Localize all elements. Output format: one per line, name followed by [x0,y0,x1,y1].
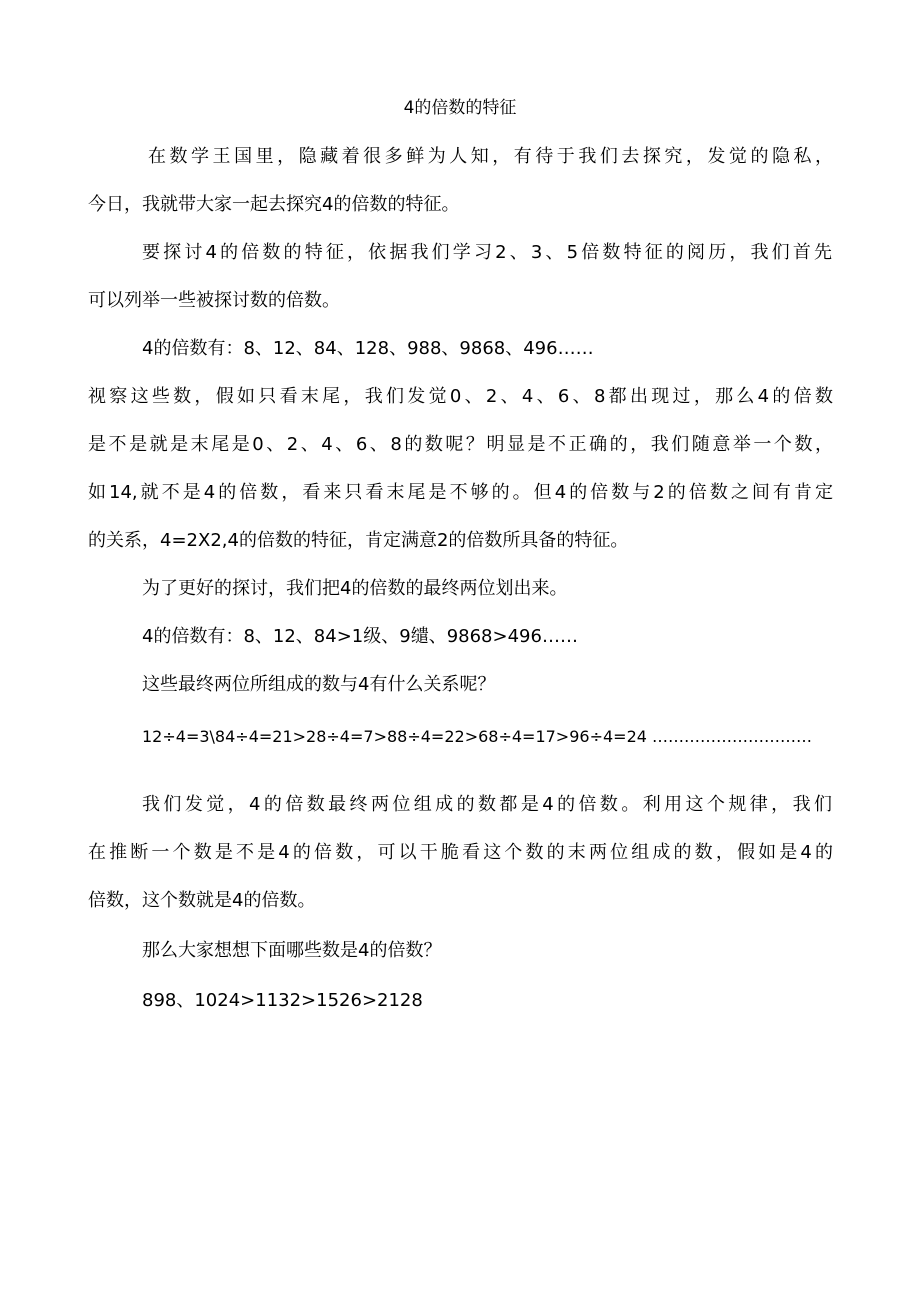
paragraph-line: 那么大家想想下面哪些数是4的倍数？ [142,940,442,961]
paragraph-line: 是不是就是末尾是0、2、4、6、8的数呢？明显是不正确的，我们随意举一个数， [88,434,833,455]
paragraph-line: 为了更好的探讨，我们把4的倍数的最终两位划出来。 [142,578,568,599]
paragraph-line: 今日，我就带大家一起去探究4的倍数的特征。 [88,194,460,215]
paragraph-line: 这些最终两位所组成的数与4有什么关系呢？ [142,674,496,695]
paragraph-line: 898、1024>1132>1526>2128 [142,990,423,1011]
paragraph-line: 如14,就不是4的倍数，看来只看末尾是不够的。但4的倍数与2的倍数之间有肯定 [88,482,833,503]
equation-line: 12÷4=3\84÷4=21>28÷4=7>88÷4=22>68÷4=17>96÷4=24 ………………………… [142,727,813,746]
paragraph-line: 的关系，4=2X2,4的倍数的特征，肯定满意2的倍数所具备的特征。 [88,530,629,551]
paragraph-line: 倍数，这个数就是4的倍数。 [88,890,316,911]
paragraph-line: 我们发觉，4的倍数最终两位组成的数都是4的倍数。利用这个规律，我们 [142,794,832,815]
paragraph-line: 可以列举一些被探讨数的倍数。 [88,290,340,311]
paragraph-line: 在推断一个数是不是4的倍数，可以干脆看这个数的末两位组成的数，假如是4的 [88,842,833,863]
paragraph-line: 在数学王国里，隐藏着很多鲜为人知，有待于我们去探究，发觉的隐私， [148,146,833,167]
paragraph-line: 4的倍数有：8、12、84、128、988、9868、496…… [142,338,594,359]
paragraph-line: 4的倍数有：8、12、84>1级、9缱、9868>496…… [142,626,578,647]
paragraph-line: 要探讨4的倍数的特征，依据我们学习2、3、5倍数特征的阅历，我们首先 [142,242,832,263]
paragraph-line: 视察这些数，假如只看末尾，我们发觉0、2、4、6、8都出现过，那么4的倍数 [88,386,833,407]
document-title: 4的倍数的特征 [403,98,517,118]
